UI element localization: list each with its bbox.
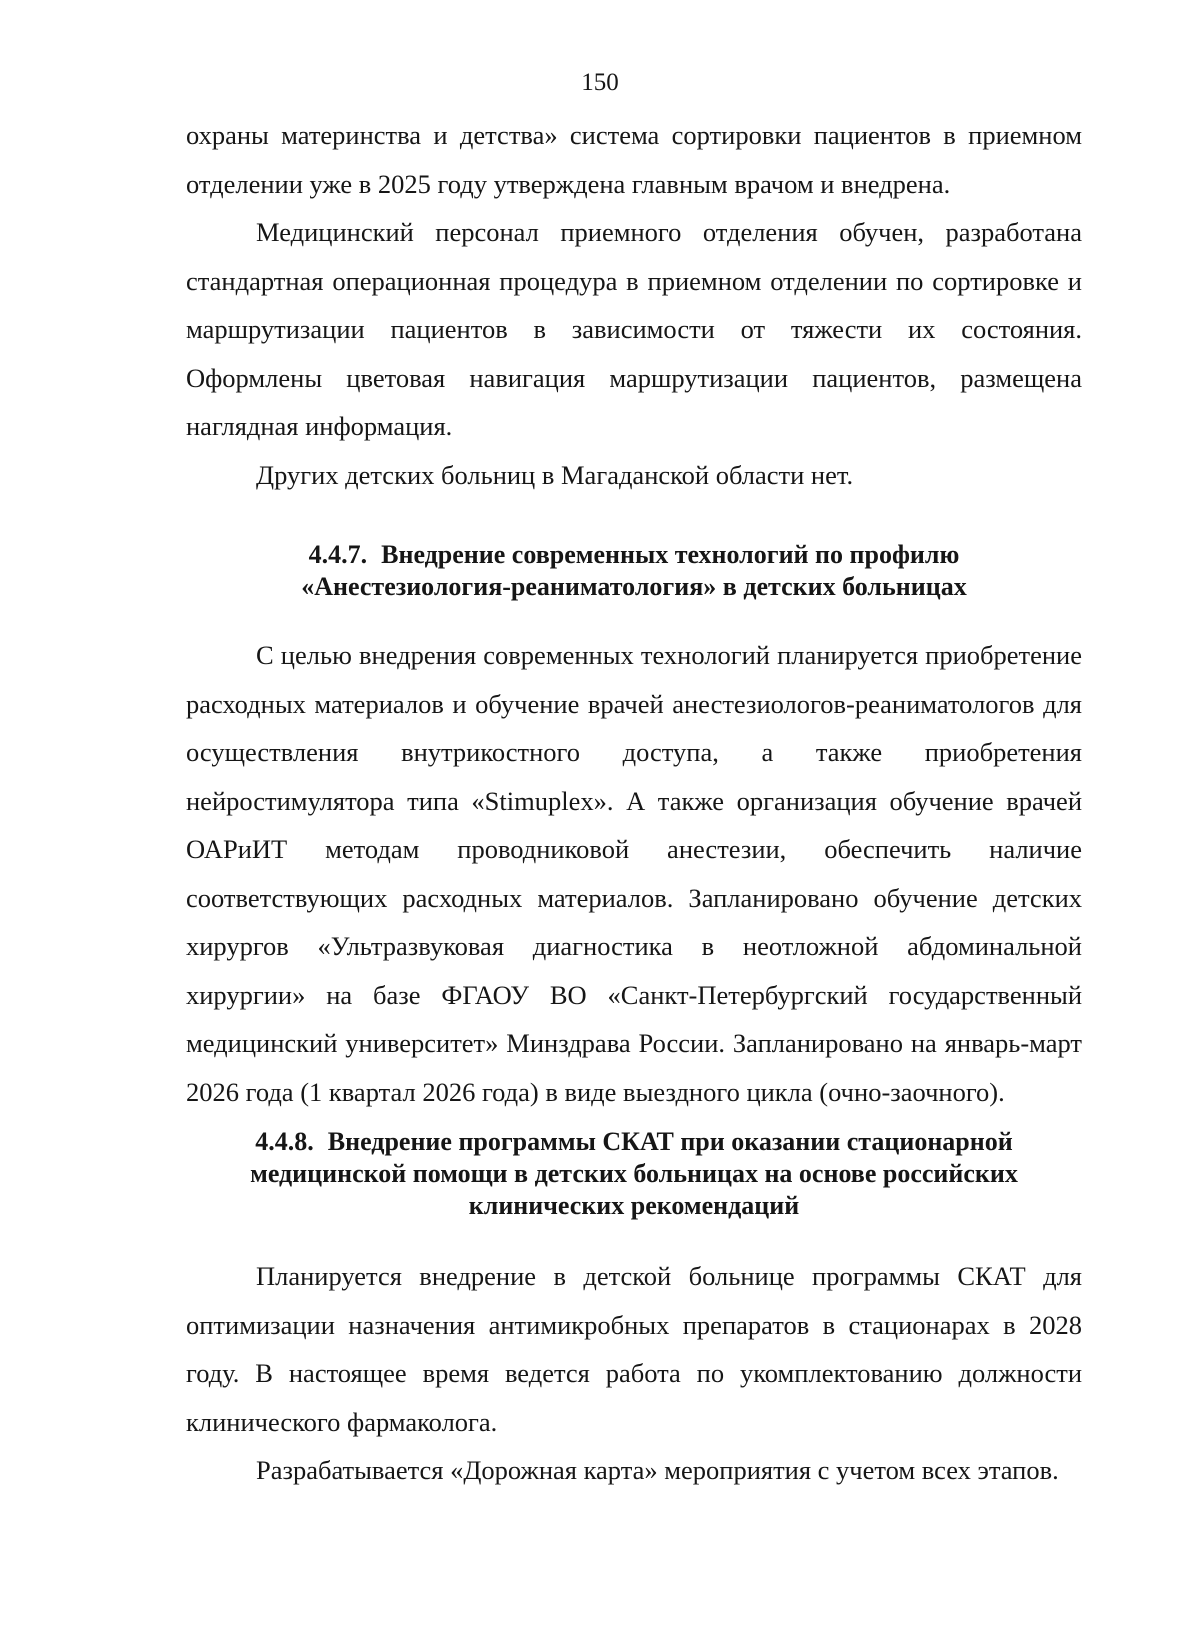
section-title-4-4-8-part3: клинических рекомендаций: [468, 1191, 800, 1220]
section-number-4-4-8: 4.4.8.: [255, 1127, 314, 1156]
section-title-4-4-7-part2: «Анестезиология-реаниматология» в детских больницах: [301, 572, 967, 601]
section-heading-4-4-8: [186, 1126, 1082, 1222]
paragraph-modern-technologies: С целью внедрения современных технологий планируется приобретение расходных материалов и обучение врачей анестезиологов-реаниматологов для осуществления внутрикостного доступа, а также приобретения нейростимулятора типа «Stimuplex». А также организация обучение врачей ОАРиИТ методам проводниковой анестезии, обеспечить наличие соответствующих расходных материалов. Запланировано обучение детских хирургов «Ультразвуковая диагностика в неотложной абдоминальной хирургии» на базе ФГАОУ ВО «Санкт-Петербургский государственный медицинский университет» Минздрава России. Запланировано на январь-март 2026 года (1 квартал 2026 года) в виде выездного цикла (очно-заочного).: [186, 640, 1082, 1107]
page-content: [186, 111, 1082, 1495]
section-title-4-4-8-part1: Внедрение программы СКАТ при оказании стационарной: [327, 1127, 1013, 1156]
section-heading-4-4-8-line1: [186, 1126, 1082, 1158]
paragraph-staff-training: Медицинский персонал приемного отделения обучен, разработана стандартная операционная процедура в приемном отделении по сортировке и маршрутизации пациентов в зависимости от тяжести их состояния. Оформлены цветовая навигация маршрутизации пациентов, размещена наглядная информация.: [186, 217, 1082, 441]
page-number: 150: [581, 69, 619, 96]
paragraph-skat-program: Планируется внедрение в детской больнице программы СКАТ для оптимизации назначения антимикробных препаратов в стационарах в 2028 году. В настоящее время ведется работа по укомплектованию должности клинического фармаколога.: [186, 1261, 1082, 1437]
paragraph-continuation: охраны материнства и детства» система сортировки пациентов в приемном отделении уже в 2025 году утверждена главным врачом и внедрена.: [186, 120, 1082, 199]
section-number-4-4-7: 4.4.7.: [308, 540, 368, 569]
section-heading-4-4-7: [186, 539, 1082, 603]
paragraph-other-hospitals: Других детских больниц в Магаданской области нет.: [256, 459, 854, 490]
section-title-4-4-7-part1: Внедрение современных технологий по профилю: [381, 540, 960, 569]
section-heading-4-4-7-line1: [186, 539, 1082, 571]
paragraph-roadmap: Разрабатывается «Дорожная карта» мероприятия с учетом всех этапов.: [256, 1455, 1059, 1485]
section-title-4-4-8-part2: медицинской помощи в детских больницах на основе российских: [250, 1159, 1018, 1188]
